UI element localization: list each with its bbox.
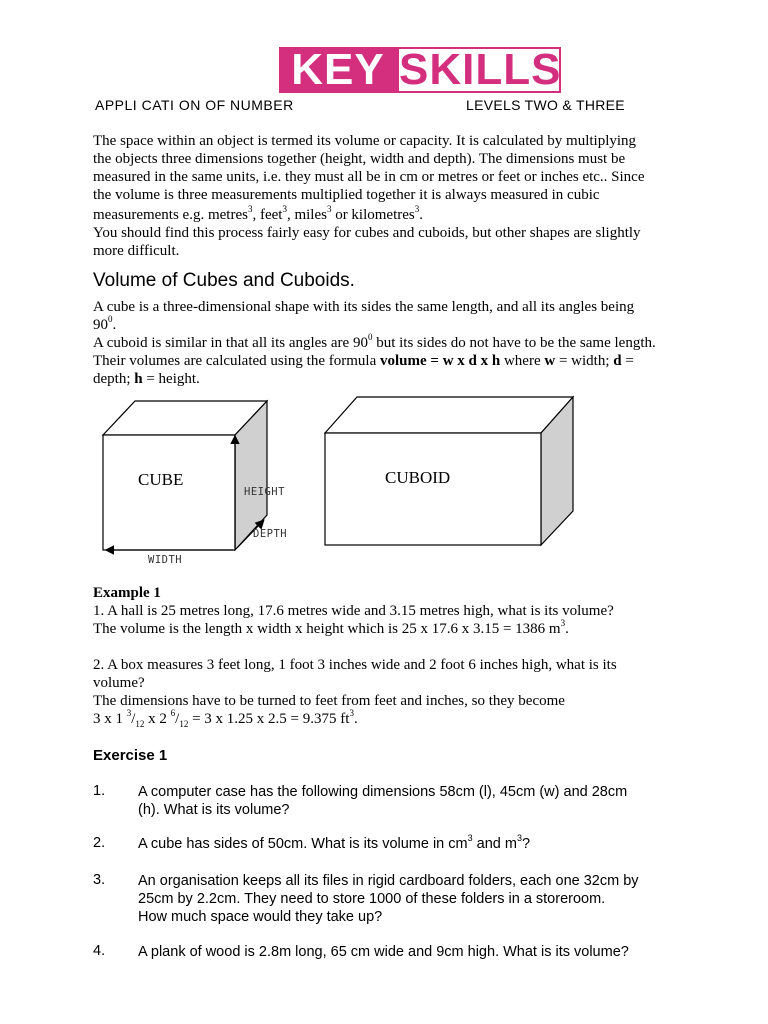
exercise-title: Exercise 1 xyxy=(93,747,168,764)
section-line: depth; h = height. xyxy=(93,371,200,387)
intro-line: The space within an object is termed its volume or capacity. It is calculated by multiplying xyxy=(93,133,637,149)
section-paragraph xyxy=(93,298,693,388)
example-question: 2. A box measures 3 feet long, 1 foot 3 inches wide and 2 foot 6 inches high, what is its xyxy=(93,657,617,673)
exercise-question: An organisation keeps all its files in rigid cardboard folders, each one 32cm by 25cm by 2.2cm. They need to store 1000 of these folders in a storeroom. How much space would they take up? xyxy=(138,873,639,925)
cube-cuboid-diagram xyxy=(95,393,595,573)
section-heading: Volume of Cubes and Cuboids. xyxy=(93,270,355,291)
intro-line: measured in the same units, i.e. they must all be in cm or metres or feet or inches etc.. Since xyxy=(93,169,645,185)
exercise-question: A cube has sides of 50cm. What is its volume in $cm^3$ and $m^3$? xyxy=(138,833,531,852)
exercise-question: A computer case has the following dimensions 58cm (l), 45cm (w) and 28cm (h). What is its volume? xyxy=(138,784,628,818)
logo-skills: SKILLS xyxy=(399,45,562,94)
exercise-number: 1. xyxy=(93,783,106,799)
intro-line: the objects three dimensions together (height, width and depth). The dimensions must be xyxy=(93,151,626,167)
intro-line: the volume is three measurements multiplied together it is always measured in cubic xyxy=(93,187,600,203)
cube-shape xyxy=(103,401,267,550)
exercise-number: 3. xyxy=(93,872,106,888)
example-formula: 3 x 1 $^3/_{12}$ x 2 $^6/_{12} = 3$ x 1.25 x 2.5 = 9.375 $ft^3$. xyxy=(93,708,358,729)
section-line: A cube is a three-dimensional shape with its sides the same length, and all its angles being xyxy=(93,299,635,315)
intro-line: You should find this process fairly easy for cubes and cuboids, but other shapes are slightly xyxy=(93,225,641,241)
cube-label: CUBE xyxy=(138,470,184,489)
exercise-number: 2. xyxy=(93,835,106,851)
subject-title: APPLI CATI ON OF NUMBER xyxy=(95,97,294,113)
cuboid-label: CUBOID xyxy=(385,468,451,487)
intro-line: more difficult. xyxy=(93,243,180,259)
intro-paragraph xyxy=(93,132,683,260)
height-label: HEIGHT xyxy=(244,486,285,498)
example-answer: The dimensions have to be turned to feet from feet and inches, so they become xyxy=(93,693,565,709)
example-block xyxy=(93,584,693,728)
example-question: 1. A hall is 25 metres long, 17.6 metres wide and 3.15 metres high, what is its volume? xyxy=(93,603,614,619)
example-answer: The volume is the length x width x height which is 25 x 17.6 x 3.15 = 1386 $m^3$. xyxy=(93,618,569,637)
example-title: Example 1 xyxy=(93,585,161,601)
level-title: LEVELS TWO & THREE xyxy=(466,97,625,113)
section-line: $90^0$. xyxy=(93,314,117,333)
section-line: A cuboid is similar in that all its angles are $90^0$ but its sides do not have to be the same length. xyxy=(93,332,656,351)
section-line: Their volumes are calculated using the formula volume = w x d x h where w = width; d = xyxy=(93,353,634,369)
width-label: WIDTH xyxy=(148,554,183,566)
intro-line: measurements e.g. metres$^3$, feet$^3$, miles$^3$ or kilometres$^3$. xyxy=(93,204,424,223)
logo-key: KEY xyxy=(279,47,397,93)
exercise-question: A plank of wood is 2.8m long, 65 cm wide and 9cm high. What is its volume? xyxy=(138,944,629,960)
depth-label: DEPTH xyxy=(253,528,288,540)
example-question: volume? xyxy=(93,675,145,691)
keyskills-logo xyxy=(279,47,561,93)
exercise-number: 4. xyxy=(93,943,106,959)
